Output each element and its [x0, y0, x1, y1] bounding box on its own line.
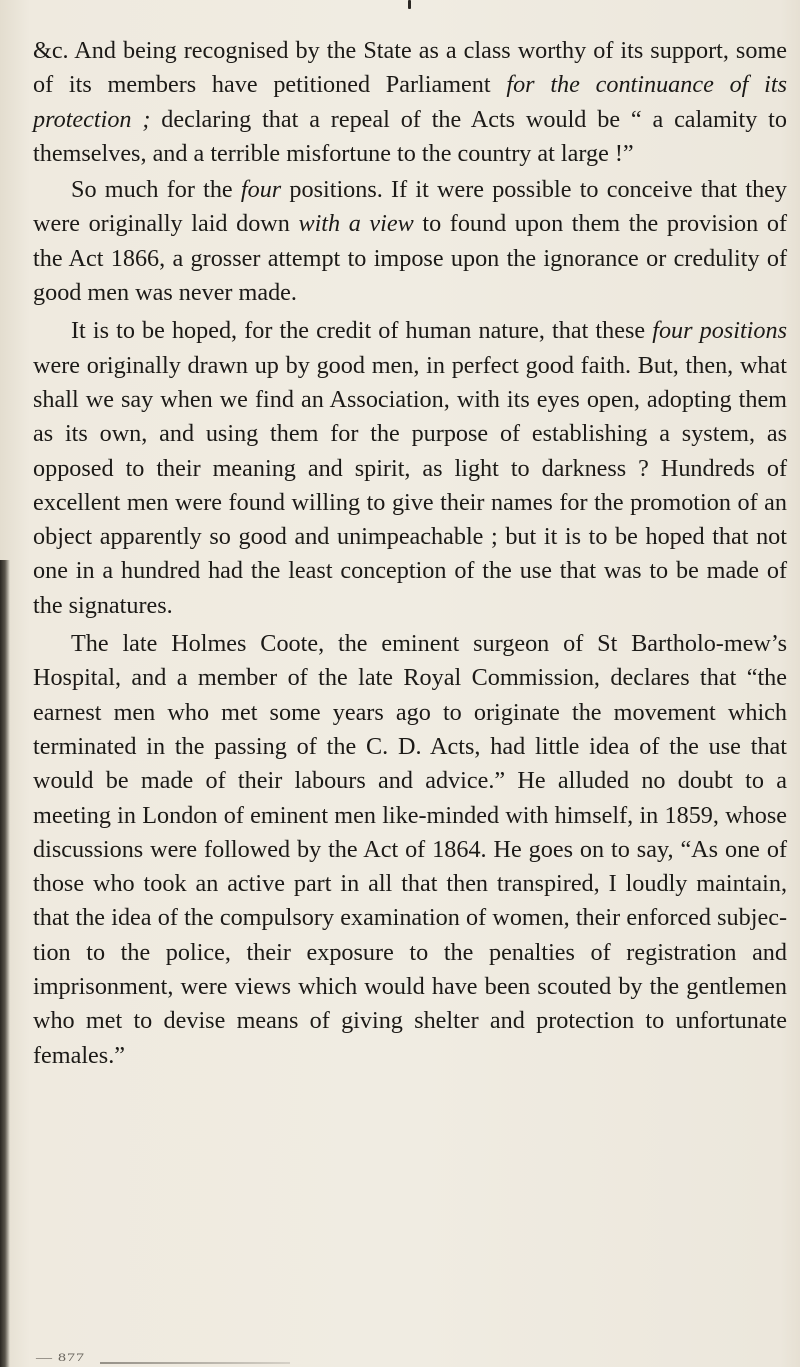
footer-fragment: — 877 — [36, 1352, 85, 1364]
paragraph-4: The late Holmes Coote, the eminent surgeon of St Bartholo-mew’s Hospital, and a member of the late Royal Commission, declares that “the earnest men who met some years ago to originate the movement which terminated in the passing of the C. D. Acts, had little idea of the use that would be made of their labours and advice.” He alluded no doubt to a meeting in London of eminent men like-minded with himself, in 1859, whose discussions were followed by the Act of 1864. He goes on to say, “As one of those who took an active part in all that then transpired, I loudly maintain, that the idea of the compulsory examination of women, their enforced subjec-tion to the police, their exposure to the penalties of registration and imprisonment, were views which would have been scouted by the gentlemen who met to devise means of giving shelter and protection to unfortunate females.” — [33, 630, 787, 1069]
paragraph-2: So much for the four positions. If it were possible to conceive that they were originally laid down with a view to found upon them the provision of the Act 1866, a grosser attempt to impose upon the ignorance or credulity of good men was never made. — [33, 176, 787, 307]
paragraph-1: &c. And being recognised by the State as a class worthy of its support, some of its members have petitioned Parliament for the continuance of its protection ; declaring that a repeal of the Acts would be “ a calamity to themselves, and a terrible misfortune to the country at large !” — [33, 37, 788, 167]
footer-rule — [100, 1362, 290, 1364]
paragraph-3: It is to be hoped, for the credit of human nature, that these four positions were originally drawn up by good men, in perfect good faith. But, then, what shall we say when we find an Association, with its eyes open, adopting them as its own, and using them for the purpose of establishing a system, as opposed to their meaning and spirit, as light to darkness ? Hundreds of excellent men were found willing to give their names for the promotion of an object apparently so good and unimpeachable ; but it is to be hoped that not one in a hundred had the least conception of the use that was to be made of the signatures. — [33, 317, 787, 619]
body-text — [33, 34, 787, 1073]
binding-shadow — [0, 560, 10, 1367]
page-top-mark — [408, 0, 411, 9]
